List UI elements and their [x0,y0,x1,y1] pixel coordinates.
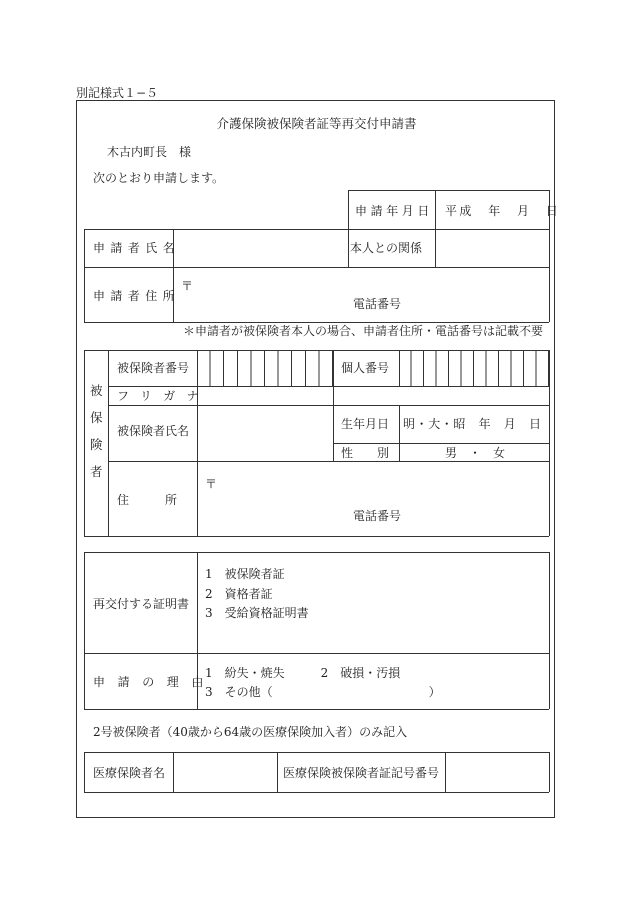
intro-text: 次のとおり申請します。 [93,171,225,185]
reason-label: 申請の理由 [93,675,217,689]
reason-options-line-1[interactable]: 1 紛失・焼失 2 破損・汚損 [205,666,401,680]
applicant-phone-label: 電話番号 [353,297,402,311]
insured-number-boxes[interactable] [197,350,333,386]
applicant-name-input[interactable] [177,235,342,263]
birthdate-label: 生年月日 [341,417,390,431]
relation-label: 本人との関係 [350,241,423,255]
applicant-address-input[interactable] [195,273,540,289]
relation-input[interactable] [439,235,545,263]
furigana-input[interactable] [201,388,329,403]
insured-address-input[interactable] [219,471,541,487]
insured-phone-label: 電話番号 [353,509,402,523]
applicant-postal-mark: 〒 [181,279,194,293]
application-form [76,100,561,818]
insured-name-label: 被保険者氏名 [117,424,190,438]
application-date-field[interactable]: 平成 年 月 日 [445,204,561,218]
reason-options-line-2[interactable]: 3 その他（ ） [205,685,441,699]
applicant-note: ＊申請者が被保険者本人の場合、申請者住所・電話番号は記載不要 [183,324,544,338]
personal-number-boxes[interactable] [399,350,549,386]
addressee: 木古内町長 様 [107,145,192,159]
insurance-card-number-label: 医療保険被保険者証記号番号 [283,766,440,780]
personal-number-label: 個人番号 [341,361,390,375]
reissue-option-2[interactable]: 2 資格者証 [205,587,273,601]
form-title: 介護保険被保険者証等再交付申請書 [216,116,417,131]
insurance-card-number-input[interactable] [449,757,545,787]
insured-number-label: 被保険者番号 [117,361,190,375]
insured-address-label: 住 所 [117,493,178,507]
applicant-address-label: 申請者住所 [93,289,181,303]
insurer-name-label: 医療保険者名 [93,766,166,780]
reissue-option-3[interactable]: 3 受給資格証明書 [205,606,309,620]
sex-value[interactable]: 男 ・ 女 [445,446,506,460]
insured-section-label: 被 保 険 者 [90,383,103,479]
furigana-label: フリガナ [117,389,211,403]
reissue-label: 再交付する証明書 [93,597,190,611]
applicant-name-label: 申請者氏名 [93,241,181,255]
insured-postal-mark: 〒 [205,477,218,491]
birthdate-value[interactable]: 明・大・昭 年 月 日 [403,417,542,431]
reissue-option-1[interactable]: 1 被保険者証 [205,567,285,581]
form-id: 別記様式１−５ [76,86,159,100]
secondary-note: 2号被保険者（40歳から64歳の医療保険加入者）のみ記入 [93,725,408,739]
insurer-name-input[interactable] [177,757,273,787]
application-date-label: 申請年月日 [355,204,434,218]
sex-label: 性 別 [341,446,390,460]
insured-name-input[interactable] [201,410,329,456]
